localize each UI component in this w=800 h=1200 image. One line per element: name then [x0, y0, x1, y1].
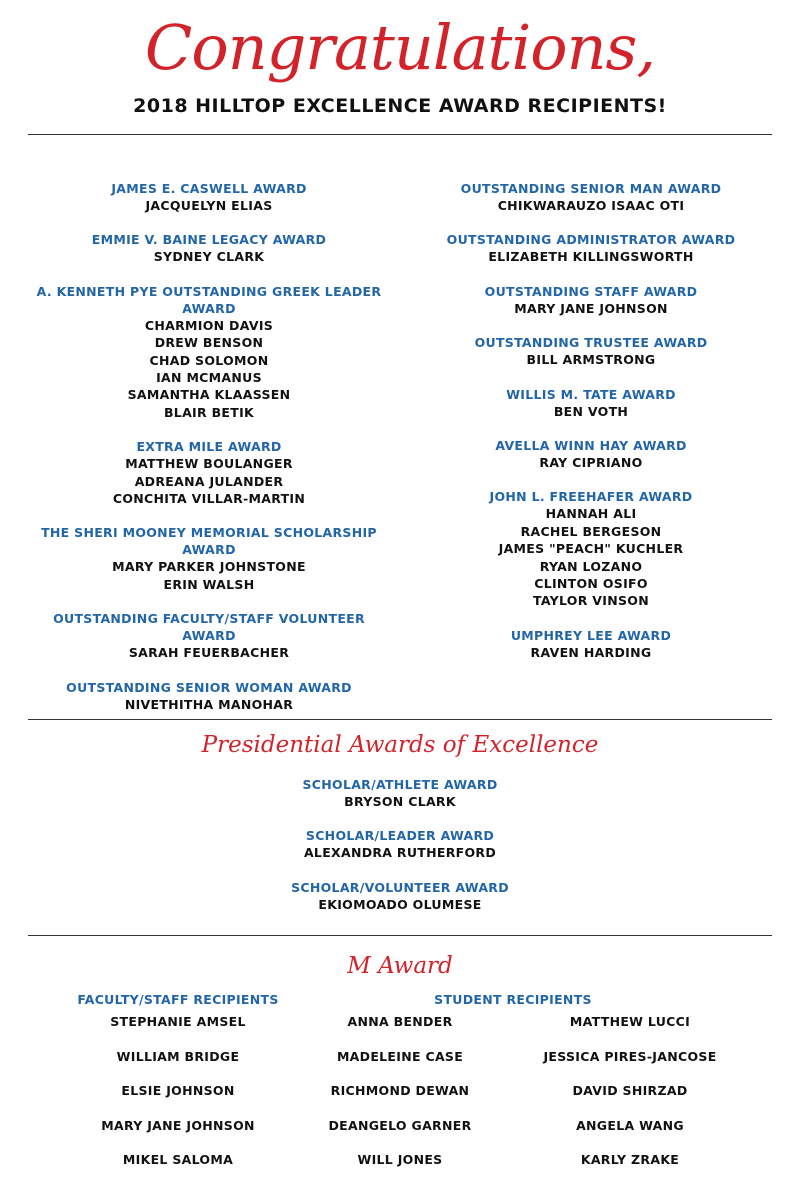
award-block: [200, 776, 600, 810]
award-block: [28, 180, 390, 214]
recipient-name: CHIKWARAUZO ISAAC OTI: [497, 198, 685, 213]
faculty-list: [48, 1013, 308, 1186]
recipient-name: MARY PARKER JOHNSTONE: [112, 559, 306, 575]
award-title: OUTSTANDING TRUSTEE AWARD: [474, 335, 708, 351]
recipient-name: ANNA BENDER: [347, 1014, 453, 1029]
award-block: [410, 627, 772, 661]
award-block: [410, 231, 772, 265]
student-list-1: [300, 1013, 500, 1186]
recipient-name: MIKEL SALOMA: [122, 1152, 234, 1167]
recipient-name: STEPHANIE AMSEL: [110, 1014, 246, 1029]
m-award-title: M Award: [347, 953, 453, 979]
recipient-name: MARY JANE JOHNSON: [101, 1117, 255, 1133]
award-block: [410, 488, 772, 609]
recipient-name: WILLIAM BRIDGE: [116, 1048, 240, 1064]
recipient-name: JAMES "PEACH" KUCHLER: [498, 541, 684, 557]
recipient-name: RAVEN HARDING: [530, 644, 652, 660]
left-award-column: [28, 180, 390, 730]
recipient-name: ELIZABETH KILLINGSWORTH: [488, 249, 694, 265]
recipient-name: ERIN WALSH: [163, 576, 255, 592]
faculty-heading: FACULTY/STAFF RECIPIENTS: [77, 992, 279, 1007]
recipient-name: DAVID SHIRZAD: [572, 1083, 688, 1098]
recipient-name: TAYLOR VINSON: [533, 593, 649, 609]
recipient-name: CHARMION DAVIS: [144, 317, 274, 333]
recipient-name: CHAD SOLOMON: [149, 352, 269, 368]
award-title: OUTSTANDING ADMINISTRATOR AWARD: [446, 232, 736, 248]
award-title: JOHN L. FREEHAFER AWARD: [489, 489, 693, 505]
award-block: [28, 231, 390, 265]
award-title: AVELLA WINN HAY AWARD: [495, 438, 687, 454]
recipient-name: JACQUELYN ELIAS: [145, 198, 273, 213]
award-block: [410, 386, 772, 420]
award-title: OUTSTANDING STAFF AWARD: [484, 283, 698, 299]
recipient-name: SAMANTHA KLAASSEN: [127, 387, 291, 403]
recipient-name: BLAIR BETIK: [163, 404, 255, 420]
recipient-name: RAY CIPRIANO: [539, 455, 643, 471]
recipient-name: MATTHEW LUCCI: [569, 1014, 691, 1029]
recipient-name: ALEXANDRA RUTHERFORD: [303, 845, 497, 861]
recipient-name: BILL ARMSTRONG: [526, 352, 656, 368]
divider: [28, 935, 772, 936]
recipient-name: JESSICA PIRES-JANCOSE: [543, 1048, 717, 1064]
award-title: SCHOLAR/ATHLETE AWARD: [302, 777, 498, 792]
award-title: A. KENNETH PYE OUTSTANDING GREEK LEADER AWARD: [36, 283, 382, 316]
award-block: [410, 180, 772, 214]
recipient-name: BRYSON CLARK: [344, 794, 456, 809]
recipient-name: CONCHITA VILLAR-MARTIN: [112, 491, 306, 507]
award-title: WILLIS M. TATE AWARD: [506, 386, 676, 402]
headline: Congratulations,: [144, 11, 656, 84]
recipient-name: IAN MCMANUS: [156, 370, 262, 386]
award-title: OUTSTANDING FACULTY/STAFF VOLUNTEER AWARD: [53, 611, 365, 644]
recipient-name: DREW BENSON: [154, 335, 264, 351]
recipient-name: MADELEINE CASE: [336, 1048, 464, 1064]
award-block: [28, 524, 390, 593]
recipient-name: EKIOMOADO OLUMESE: [318, 896, 482, 912]
recipient-name: RACHEL BERGESON: [520, 523, 662, 539]
award-block: [200, 879, 600, 913]
award-title: EMMIE V. BAINE LEGACY AWARD: [91, 232, 327, 248]
award-block: [410, 437, 772, 471]
award-block: [410, 334, 772, 368]
award-title: OUTSTANDING SENIOR MAN AWARD: [460, 181, 722, 196]
recipient-name: HANNAH ALI: [545, 506, 637, 522]
recipient-name: NIVETHITHA MANOHAR: [124, 696, 294, 712]
award-title: OUTSTANDING SENIOR WOMAN AWARD: [66, 679, 352, 695]
recipient-name: CLINTON OSIFO: [534, 576, 648, 592]
divider: [28, 719, 772, 720]
subheading: 2018 HILLTOP EXCELLENCE AWARD RECIPIENTS!: [133, 95, 667, 117]
recipient-name: ADREANA JULANDER: [134, 473, 284, 489]
recipient-name: MATTHEW BOULANGER: [125, 456, 293, 472]
award-title: SCHOLAR/VOLUNTEER AWARD: [291, 879, 509, 895]
recipient-name: WILL JONES: [357, 1152, 443, 1167]
recipient-name: KARLY ZRAKE: [580, 1152, 680, 1167]
award-title: THE SHERI MOONEY MEMORIAL SCHOLARSHIP AWARD: [41, 525, 377, 558]
award-title: UMPHREY LEE AWARD: [510, 627, 672, 643]
presidential-title: Presidential Awards of Excellence: [201, 732, 599, 758]
recipient-name: RICHMOND DEWAN: [330, 1083, 470, 1098]
recipient-name: SARAH FEUERBACHER: [128, 645, 290, 661]
student-heading: STUDENT RECIPIENTS: [434, 992, 592, 1007]
recipient-name: BEN VOTH: [553, 403, 629, 419]
award-block: [410, 283, 772, 317]
recipient-name: SYDNEY CLARK: [153, 249, 265, 265]
award-block: [28, 679, 390, 713]
right-award-column: [410, 180, 772, 678]
award-block: [28, 283, 390, 421]
award-block: [28, 438, 390, 507]
recipient-name: DEANGELO GARNER: [328, 1117, 472, 1133]
award-title: EXTRA MILE AWARD: [136, 439, 282, 455]
award-title: SCHOLAR/LEADER AWARD: [305, 828, 495, 844]
divider: [28, 134, 772, 135]
presidential-award-column: [200, 776, 600, 930]
student-list-2: [520, 1013, 740, 1186]
recipient-name: ANGELA WANG: [576, 1117, 684, 1133]
award-title: JAMES E. CASWELL AWARD: [111, 181, 307, 196]
recipient-name: ELSIE JOHNSON: [121, 1083, 235, 1098]
award-block: [200, 827, 600, 861]
recipient-name: RYAN LOZANO: [539, 558, 643, 574]
award-block: [28, 610, 390, 661]
recipient-name: MARY JANE JOHNSON: [514, 300, 668, 316]
